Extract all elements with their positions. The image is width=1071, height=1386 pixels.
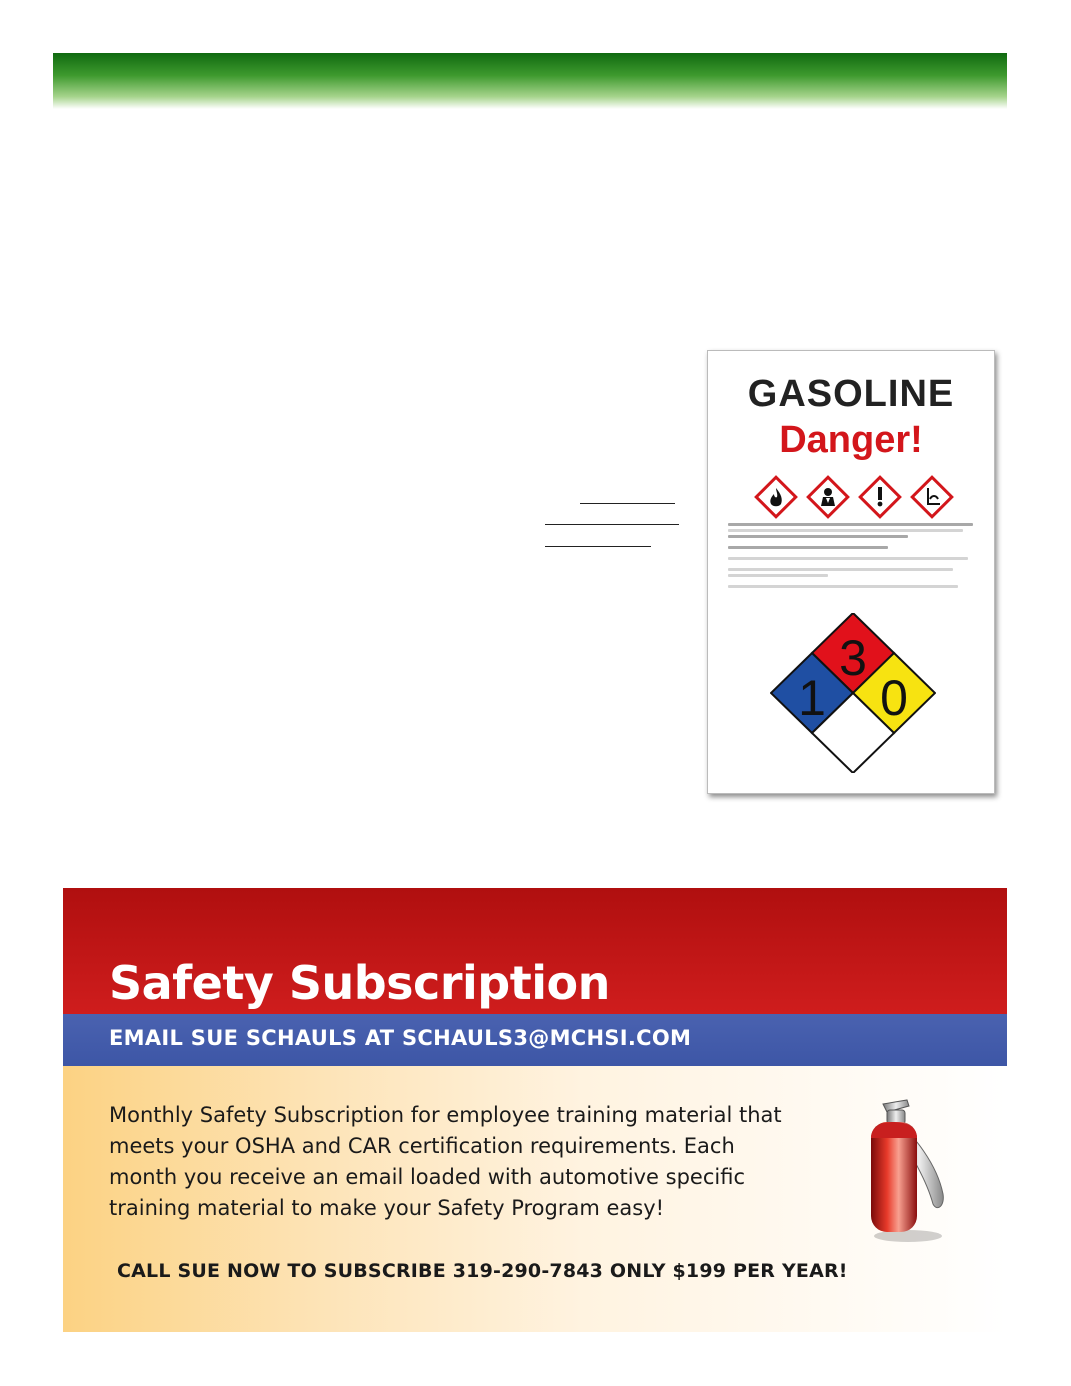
subscription-call-to-action: CALL SUE NOW TO SUBSCRIBE 319-290-7843 ONLY $199 PER YEAR! [117, 1260, 848, 1282]
danger-signal-word: Danger! [779, 419, 923, 461]
gasoline-label-image [707, 350, 995, 794]
ghs-environment-icon [912, 477, 952, 517]
nfpa-health-value: 1 [798, 670, 826, 726]
subscription-email-banner [63, 1014, 1007, 1066]
nfpa-instability-value: 0 [880, 670, 908, 726]
ghs-exclamation-icon [860, 477, 900, 517]
nfpa-flammability-value: 3 [839, 630, 867, 686]
fire-extinguisher-icon [853, 1094, 953, 1244]
description-line-4: training material to make your Safety Program easy! [109, 1196, 665, 1220]
safety-subscription-ad [63, 888, 1007, 1332]
green-header-bar [53, 53, 1007, 109]
subscription-email-line: EMAIL SUE SCHAULS AT SCHAULS3@MCHSI.COM [109, 1026, 692, 1050]
ghs-health-hazard-icon [808, 477, 848, 517]
underline-3 [545, 546, 651, 547]
gasoline-title: GASOLINE [747, 373, 955, 415]
ghs-pictograms [754, 475, 954, 519]
hazard-statements-fine-print [728, 523, 978, 591]
subscription-description [109, 1100, 829, 1224]
underline-1 [580, 503, 675, 504]
subscription-title-banner [63, 888, 1007, 1014]
description-line-3: month you receive an email loaded with automotive specific [109, 1165, 745, 1189]
description-line-2: meets your OSHA and CAR certification requirements. Each [109, 1134, 735, 1158]
ghs-flame-icon [756, 477, 796, 517]
underline-2 [545, 524, 679, 525]
nfpa-diamond [770, 613, 936, 773]
description-line-1: Monthly Safety Subscription for employee training material that [109, 1103, 782, 1127]
subscription-title: Safety Subscription [109, 956, 610, 1010]
subscription-body [63, 1066, 1007, 1332]
